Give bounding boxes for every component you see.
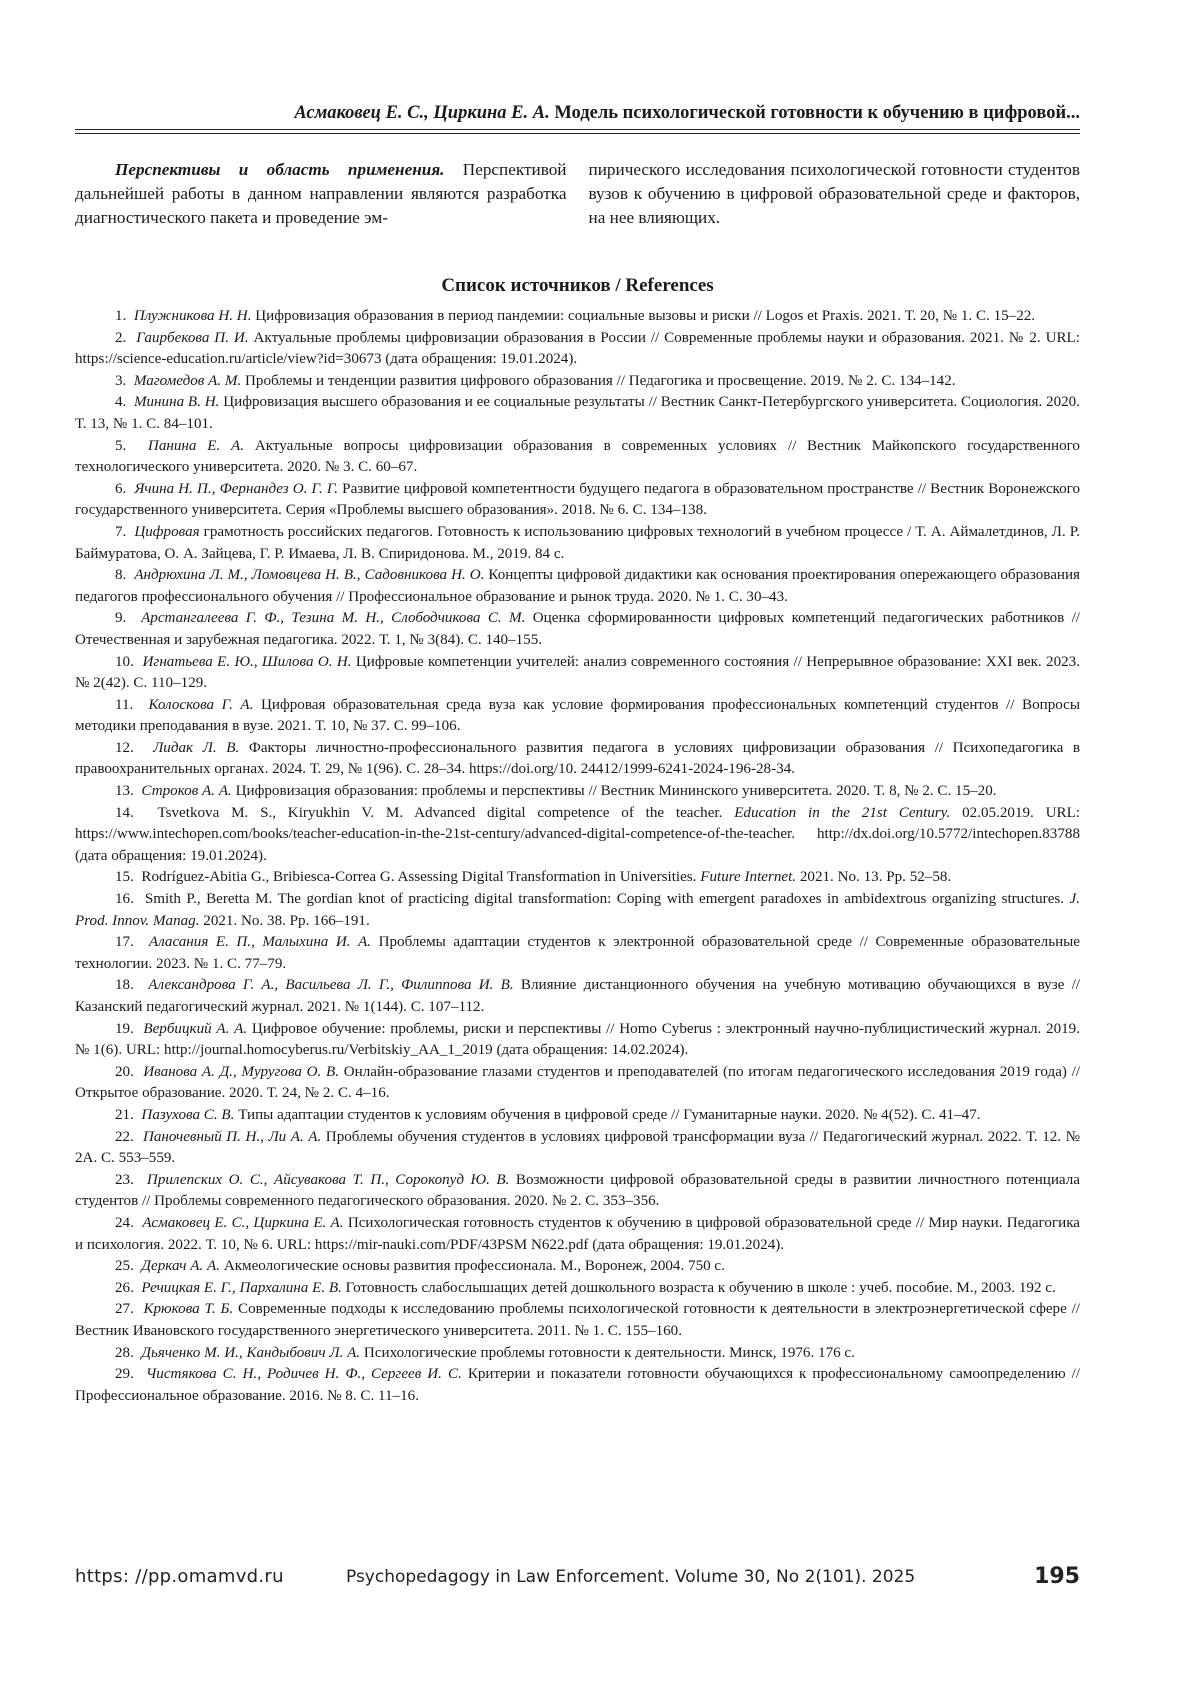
reference-authors: Строков А. А. — [141, 783, 232, 800]
reference-number: 16. — [115, 891, 134, 908]
reference-item — [75, 1278, 1080, 1300]
reference-authors: Арстангалеева Г. Ф., Тезина М. Н., Слободчикова С. М. — [141, 610, 526, 627]
running-head — [75, 101, 1080, 125]
reference-text: Психологическая готовность студентов к обучению в цифровой образовательной среде // Мир науки. Педагогика и психология. 2022. Т. 10, № 6. URL: https://mir-nauki.com/PDF/43PSM N622.pdf (дата обращения: 19.01.2024). — [75, 1214, 1080, 1253]
reference-text: Цифровизация высшего образования и ее социальные результаты // Вестник Санкт-Петербургского университета. Социология. 2020. Т. 13, № 1. С. 84–101. — [75, 394, 1080, 432]
references-heading: Список источников / References — [441, 275, 714, 296]
reference-text: Цифровая образовательная среда вуза как условие формирования профессиональных компетенций студентов // Вопросы методики преподавания в вузе. 2021. Т. 10, № 37. С. 99–106. — [75, 696, 1081, 735]
reference-item — [75, 306, 1080, 328]
reference-text: Rodríguez-Abitia G., Bribiesca-Correa G. Assessing Digital Transformation in Universities. — [141, 869, 701, 886]
reference-number: 10. — [115, 653, 134, 670]
reference-item — [75, 1127, 1080, 1170]
reference-item — [75, 479, 1080, 522]
reference-text-tail: 2021. No. 13. Pp. 52–58. — [796, 869, 952, 886]
reference-authors: Плужникова Н. Н. — [133, 308, 252, 324]
reference-item — [75, 392, 1080, 435]
reference-authors: Минина В. Н. — [133, 394, 220, 411]
reference-text: Smith P., Beretta M. The gordian knot of practicing digital transformation: Coping with emergent paradoxes in ambidextrous organizing structures. — [144, 891, 1070, 908]
reference-authors: Андрюхина Л. М., Ломовцева Н. В., Садовникова Н. О. — [134, 567, 485, 584]
reference-source: J. Prod. Innov. Manag. — [75, 891, 1080, 929]
reference-text: Проблемы адаптации студентов к электронной образовательной среде // Современные образовательные технологии. 2023. № 1. С. 77–79. — [75, 934, 1080, 972]
reference-item — [75, 1256, 1080, 1278]
reference-authors: Александрова Г. А., Васильева Л. Г., Филиппова И. В. — [148, 977, 514, 994]
running-head-title: Модель психологической готовности к обучению в цифровой... — [554, 103, 1080, 123]
reference-text: Влияние дистанционного обучения на учебную мотивацию обучающихся в вузе // Казанский педагогический журнал. 2021. № 1(144). С. 107–112. — [75, 977, 1080, 1015]
reference-number: 17. — [115, 934, 134, 951]
reference-item — [75, 803, 1080, 868]
reference-number: 5. — [115, 437, 127, 454]
reference-number: 25. — [115, 1258, 134, 1275]
reference-number: 1. — [115, 308, 127, 324]
reference-number: 22. — [115, 1128, 134, 1145]
reference-text: Развитие цифровой компетентности будущего педагога в образовательном пространстве // Вестник Воронежского государственного университета. Серия «Проблемы высшего образования». 2018. № 6. С. 134–138. — [75, 480, 1081, 519]
reference-item — [75, 695, 1080, 738]
reference-number: 26. — [115, 1279, 134, 1296]
reference-number: 2. — [115, 329, 127, 346]
reference-item — [75, 932, 1080, 975]
reference-number: 8. — [115, 567, 127, 584]
header-rule-thin — [75, 133, 1080, 134]
reference-item — [75, 436, 1080, 479]
footer-journal-info: Psychopedagogy in Law Enforcement. Volume 30, No 2(101). 2025 — [346, 1567, 916, 1587]
reference-item — [75, 565, 1080, 608]
reference-number: 12. — [115, 739, 134, 756]
reference-number: 28. — [115, 1344, 134, 1361]
reference-text: Актуальные проблемы цифровизации образования в России // Современные проблемы науки и образования. 2021. № 2. URL: https://science-education.ru/article/view?id=30673 (дата обращения: 19.01.2024). — [75, 329, 1080, 368]
reference-authors: Колоскова Г. А. — [148, 696, 254, 713]
reference-number: 19. — [115, 1020, 134, 1037]
reference-item — [75, 781, 1080, 803]
reference-item — [75, 1019, 1080, 1062]
header-rule — [75, 129, 1080, 130]
reference-item — [75, 1170, 1080, 1213]
perspectives-paragraph — [75, 158, 567, 230]
reference-item — [75, 738, 1080, 781]
reference-authors: Игнатьева Е. Ю., Шилова О. Н. — [142, 653, 352, 670]
reference-authors: Вербицкий А. А. — [143, 1020, 248, 1037]
reference-authors: Панина Е. А. — [147, 437, 245, 454]
reference-text: Проблемы обучения студентов в условиях цифровой трансформации вуза // Педагогический журнал. 2022. Т. 12. № 2А. С. 553–559. — [75, 1128, 1080, 1167]
reference-text: Возможности цифровой образовательной среды в развитии личностного потенциала студентов // Проблемы современного педагогического образования. 2020. № 2. С. 353–356. — [75, 1171, 1080, 1210]
reference-number: 7. — [115, 523, 127, 540]
reference-authors: Гаирбекова П. И. — [136, 329, 249, 346]
reference-authors: Чистякова С. Н., Родичев Н. Ф., Сергеев И. С. — [145, 1366, 462, 1383]
reference-item — [75, 1213, 1080, 1256]
reference-item — [75, 652, 1080, 695]
reference-number: 27. — [115, 1301, 134, 1318]
reference-item — [75, 371, 1080, 393]
reference-number: 15. — [115, 869, 134, 886]
reference-authors: Крюкова Т. Б. — [143, 1301, 234, 1318]
reference-authors: Магомедов А. М. — [133, 372, 242, 389]
reference-text: Готовность слабослышащих детей дошкольного возраста к обучению в школе : учеб. пособие. М., 2003. 192 с. — [345, 1279, 1056, 1296]
reference-number: 20. — [115, 1063, 134, 1080]
perspectives-section — [75, 158, 1080, 230]
reference-number: 24. — [115, 1214, 134, 1231]
reference-item — [75, 1364, 1080, 1407]
page-footer — [75, 1562, 1080, 1592]
reference-text: Факторы личностно-профессионального развития педагога в условиях цифровизации образования // Психопедагогика в правоохранительных органах. 2024. Т. 29, № 1(96). С. 28–34. https://doi.org/10. 24412/1999-6241-2024-196-28-34. — [75, 739, 1080, 778]
reference-item — [75, 867, 1080, 889]
reference-authors: Пазухова С. В. — [141, 1106, 235, 1123]
reference-source: Education in the 21st Century. — [734, 804, 951, 821]
reference-authors: Ячина Н. П., Фернандез О. Г. Г. — [134, 480, 339, 497]
references-list — [75, 306, 1080, 1407]
perspectives-text-left: Перспективой дальнейшей работы в данном направлении являются разработка диагностического пакета и проведение эм- — [75, 160, 567, 227]
reference-item — [75, 328, 1080, 371]
reference-authors: Аласания Е. П., Малыхина И. А. — [148, 934, 372, 951]
reference-text-tail: 02.05.2019. URL: https://www.intechopen.com/books/teacher-education-in-the-21st-century/advanced-digital-competence-of-the-teacher. http://dx.doi.org/10.5772/intechopen.83788 (дата обращения: 19.01.2024). — [75, 804, 1080, 864]
reference-authors: Иванова А. Д., Муругова О. В. — [143, 1063, 340, 1080]
reference-authors: Дьяченко М. И., Кандыбович Л. А. — [141, 1344, 361, 1361]
reference-authors: Речицкая Е. Г., Пархалина Е. В. — [141, 1279, 342, 1296]
reference-number: 21. — [115, 1106, 134, 1123]
reference-text: Актуальные вопросы цифровизации образования в современных условиях // Вестник Майкопского государственного технологического университета. 2020. № 3. С. 60–67. — [75, 437, 1080, 476]
reference-item — [75, 608, 1080, 651]
reference-item — [75, 522, 1080, 565]
footer-url[interactable]: https: //pp.omamvd.ru — [75, 1566, 284, 1587]
reference-authors: Цифровая — [134, 523, 200, 540]
reference-text: Проблемы и тенденции развития цифрового образования // Педагогика и просвещение. 2019. № 2. С. 134–142. — [245, 372, 956, 389]
page-number: 195 — [1034, 1564, 1080, 1589]
reference-item — [75, 975, 1080, 1018]
reference-text: Психологические проблемы готовности к деятельности. Минск, 1976. 176 с. — [363, 1344, 855, 1361]
reference-authors: Прилепских О. С., Айсувакова Т. П., Сорокопуд Ю. В. — [146, 1171, 510, 1188]
reference-text: Цифровые компетенции учителей: анализ современного состояния // Непрерывное образование: XXI век. 2023. № 2(42). С. 110–129. — [75, 653, 1080, 692]
reference-item — [75, 1299, 1080, 1342]
reference-text: Типы адаптации студентов к условиям обучения в цифровой среде // Гуманитарные науки. 2020. № 4(52). С. 41–47. — [238, 1106, 981, 1123]
reference-item — [75, 889, 1080, 932]
reference-text: Tsvetkova M. S., Kiryukhin V. M. Advanced digital competence of the teacher. — [157, 804, 735, 821]
reference-authors: Лидак Л. В. — [153, 739, 240, 756]
reference-authors: Паночевный П. Н., Ли А. А. — [142, 1128, 322, 1145]
reference-text: Цифровизация образования в период пандемии: социальные вызовы и риски // Logos et Praxis. 2021. Т. 20, № 1. С. 15–22. — [255, 308, 1036, 324]
column-right — [589, 158, 1081, 230]
reference-number: 11. — [115, 696, 134, 713]
reference-text: Критерии и показатели готовности обучающихся к профессиональному самоопределению // Профессиональное образование. 2016. № 8. С. 11–16. — [75, 1366, 1080, 1404]
reference-number: 4. — [115, 394, 127, 411]
reference-number: 18. — [115, 977, 134, 994]
reference-authors: Асмаковец Е. С., Циркина Е. А. — [142, 1214, 344, 1231]
reference-number: 3. — [115, 372, 127, 389]
reference-item — [75, 1343, 1080, 1365]
reference-item — [75, 1105, 1080, 1127]
reference-text: грамотность российских педагогов. Готовность к использованию цифровых технологий в учебном процессе / Т. А. Аймалетдинов, Л. Р. Баймуратова, О. А. Зайцева, Г. Р. Имаева, Л. В. Спиридонова. М., 2019. 84 с. — [75, 523, 1080, 562]
reference-authors: Деркач А. А. — [141, 1258, 221, 1275]
reference-number: 6. — [115, 480, 127, 497]
reference-number: 29. — [115, 1366, 134, 1383]
reference-text: Цифровое обучение: проблемы, риски и перспективы // Homo Cyberus : электронный научно-публицистический журнал. 2019. № 1(6). URL: http://journal.homocyberus.ru/Verbitskiy_AA_1_2019 (дата обращения: 14.02.2024). — [75, 1020, 1080, 1059]
reference-source: Future Internet. — [700, 869, 797, 886]
perspectives-lead: Перспективы и область применения. — [115, 160, 445, 179]
reference-number: 23. — [115, 1171, 134, 1188]
reference-number: 14. — [115, 804, 134, 821]
reference-text: Оценка сформированности цифровых компетенций педагогических работников // Отечественная и зарубежная педагогика. 2022. Т. 1, № 3(84). С. 140–155. — [75, 610, 1080, 648]
reference-text: Онлайн-образование глазами студентов и преподавателей (по итогам педагогического исследования 2019 года) // Открытое образование. 2020. Т. 24, № 2. С. 4–16. — [75, 1063, 1081, 1102]
column-left — [75, 158, 567, 230]
reference-text: Акмеологические основы развития профессионала. М., Воронеж, 2004. 750 с. — [223, 1258, 725, 1275]
perspectives-text-right: пирического исследования психологической готовности студентов вузов к обучению в цифровой образовательной среде и факторов, на нее влияющих. — [588, 160, 1080, 227]
reference-text-tail: 2021. No. 38. Pp. 166–191. — [199, 912, 370, 929]
reference-text: Цифровизация образования: проблемы и перспективы // Вестник Мининского университета. 2020. Т. 8, № 2. С. 15–20. — [235, 783, 997, 800]
reference-text: Концепты цифровой дидактики как основания проектирования опережающего образования педагогов профессионального обучения // Профессиональное образование и рынок труда. 2020. № 1. С. 30–43. — [75, 567, 1080, 605]
reference-text: Современные подходы к исследованию проблемы психологической готовности к деятельности в электроэнергетической сфере // Вестник Ивановского государственного энергетического университета. 2011. № 1. С. 155–160. — [75, 1301, 1080, 1339]
running-head-authors: Асмаковец Е. С., Циркина Е. А. — [294, 103, 550, 123]
reference-number: 13. — [115, 783, 134, 800]
reference-item — [75, 1062, 1080, 1105]
reference-number: 9. — [115, 610, 127, 627]
